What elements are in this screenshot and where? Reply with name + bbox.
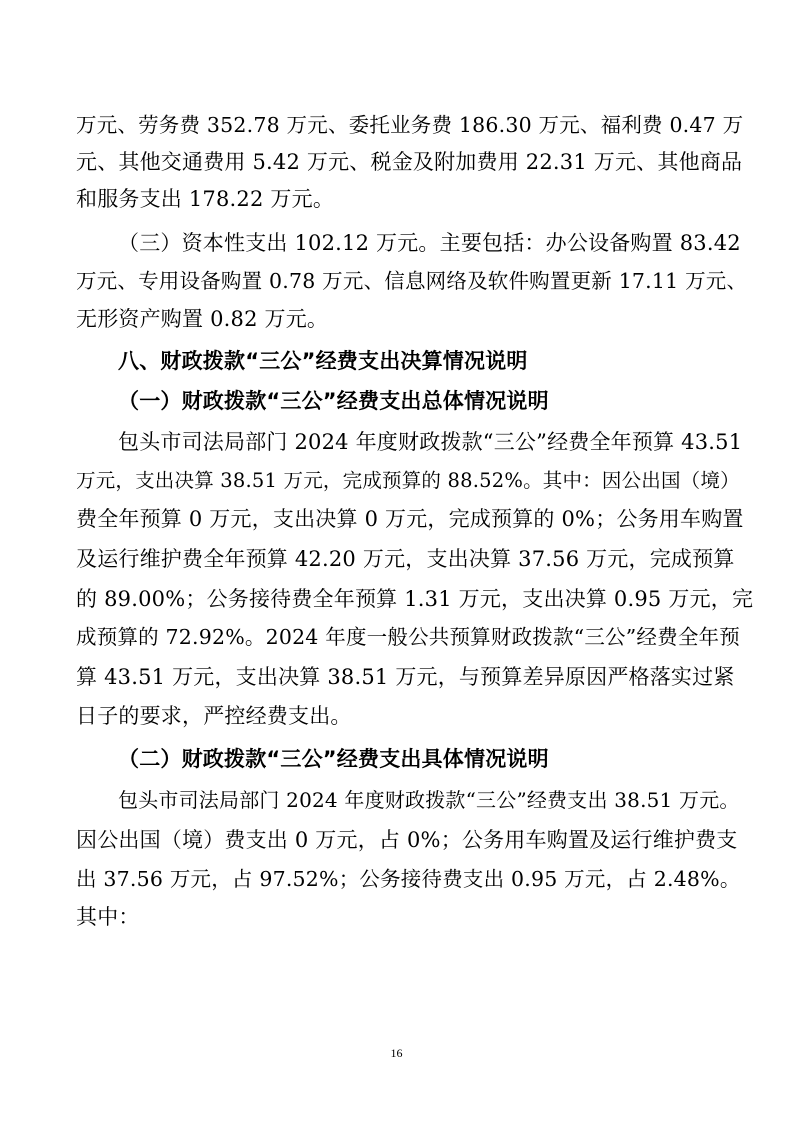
paragraph-line: 无形资产购置 0.82 万元。	[76, 307, 329, 331]
paragraph-line: （三）资本性支出 102.12 万元。主要包括：办公设备购置 83.42	[118, 231, 741, 255]
paragraph-line: 日子的要求，严控经费支出。	[76, 704, 352, 728]
paragraph-line: 及运行维护费全年预算 42.20 万元，支出决算 37.56 万元，完成预算	[76, 547, 735, 571]
paragraph-line: 成预算的 72.92%。2024 年度一般公共预算财政拨款“三公”经费全年预	[76, 625, 740, 649]
subsection-heading: （一）财政拨款“三公”经费支出总体情况说明	[118, 389, 549, 413]
paragraph-line: 万元、劳务费 352.78 万元、委托业务费 186.30 万元、福利费 0.47 万	[76, 113, 744, 137]
paragraph-line: 和服务支出 178.22 万元。	[76, 187, 335, 211]
paragraph-line: 费全年预算 0 万元，支出决算 0 万元，完成预算的 0%；公务用车购置	[76, 507, 744, 531]
paragraph-line: 万元，支出决算 38.51 万元，完成预算的 88.52%。其中：因公出国（境）	[76, 469, 740, 492]
paragraph-line: 的 89.00%；公务接待费全年预算 1.31 万元，支出决算 0.95 万元，完	[76, 587, 754, 611]
paragraph-line: 出 37.56 万元，占 97.52%；公务接待费支出 0.95 万元，占 2.48%。	[76, 867, 741, 891]
paragraph-line: 包头市司法局部门 2024 年度财政拨款“三公”经费支出 38.51 万元。	[118, 788, 740, 812]
section-heading: 八、财政拨款“三公”经费支出决算情况说明	[118, 349, 528, 373]
page-number: 16	[390, 1046, 403, 1060]
paragraph-line: 算 43.51 万元，支出决算 38.51 万元，与预算差异原因严格落实过紧	[76, 665, 735, 689]
paragraph-line: 因公出国（境）费支出 0 万元，占 0%；公务用车购置及运行维护费支	[76, 828, 738, 852]
paragraph-line: 包头市司法局部门 2024 年度财政拨款“三公”经费全年预算 43.51	[118, 430, 743, 454]
subsection-heading: （二）财政拨款“三公”经费支出具体情况说明	[118, 747, 549, 771]
paragraph-line: 元、其他交通费用 5.42 万元、税金及附加费用 22.31 万元、其他商品	[76, 150, 743, 174]
paragraph-line: 万元、专用设备购置 0.78 万元、信息网络及软件购置更新 17.11 万元、	[76, 269, 748, 293]
paragraph-line: 其中：	[76, 905, 140, 929]
